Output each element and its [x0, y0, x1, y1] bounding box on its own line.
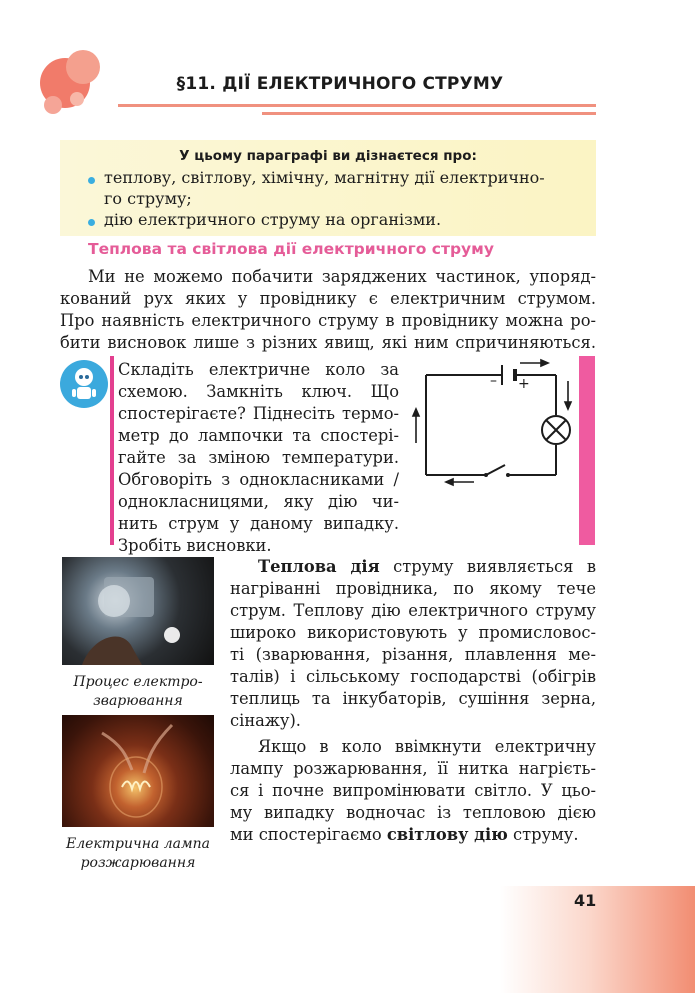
- thermal-term: Теплова дія: [258, 557, 380, 576]
- welding-caption: Процес електро-: [73, 674, 203, 690]
- title-rule: [118, 104, 596, 107]
- paragraph-line: Ми не можемо побачити заряджених частинок, упоряд-: [88, 267, 596, 286]
- side-accent-bar: [579, 356, 595, 545]
- paragraph-line: бити висновок лише з різних явищ, які ним спричиняються.: [60, 333, 596, 352]
- lamp-photo: [62, 715, 214, 827]
- bullet-icon: [88, 219, 95, 226]
- task-line: нить струм у даному випадку.: [118, 514, 399, 533]
- section-heading: Теплова та світлова дії електричного струму: [88, 240, 494, 258]
- title-rule: [262, 112, 596, 115]
- task-line: Обговоріть з однокласниками /: [118, 470, 399, 489]
- paragraph-line: широко використовують у промисловос-: [230, 623, 596, 642]
- header-decoration-circle: [44, 96, 62, 114]
- intro-item: го струму;: [104, 189, 192, 208]
- lamp-caption: розжарювання: [80, 855, 196, 871]
- paragraph-line: сінажу).: [230, 711, 301, 730]
- paragraph-line: Про наявність електричного струму в провіднику можна ро-: [60, 311, 596, 330]
- thermal-first-line: Теплова дія струму виявляється в: [258, 557, 597, 576]
- lamp-caption: Електрична лампа: [66, 836, 210, 852]
- intro-item: дію електричного струму на організми.: [104, 210, 442, 229]
- welding-caption: зварювання: [93, 693, 183, 709]
- task-line: однокласницями, яку дію чи-: [118, 492, 399, 511]
- battery-minus-label: –: [490, 373, 497, 389]
- robot-icon: [60, 360, 108, 408]
- paragraph-line: талів) і сільському господарстві (обігрів: [230, 667, 596, 686]
- task-line: Зробіть висновки.: [118, 536, 272, 555]
- circuit-diagram: [404, 355, 576, 490]
- task-line: схемою. Замкніть ключ. Що: [118, 382, 399, 401]
- bullet-icon: [88, 177, 95, 184]
- task-line: гайте за зміною температури.: [118, 448, 399, 467]
- page-corner-gradient: [500, 886, 695, 993]
- paragraph-line: струм. Теплову дію електричного струму: [230, 601, 596, 620]
- paragraph-line: Якщо в коло ввімкнути електричну: [258, 737, 596, 756]
- paragraph-line: теплиць та інкубаторів, сушіння зерна,: [230, 689, 596, 708]
- task-line: спостерігаєте? Піднесіть термо-: [118, 404, 399, 423]
- intro-item: теплову, світлову, хімічну, магнітну дії електрично-: [104, 168, 545, 187]
- paragraph-line: кований рух яких у провіднику є електричним струмом.: [60, 289, 596, 308]
- task-accent-bar: [110, 356, 114, 545]
- intro-heading: У цьому параграфі ви дізнаєтеся про:: [179, 148, 477, 164]
- task-line: метр до лампочки та спостері-: [118, 426, 399, 445]
- task-line: Складіть електричне коло за: [118, 360, 399, 379]
- page-title: §11. ДІЇ ЕЛЕКТРИЧНОГО СТРУМУ: [176, 74, 504, 94]
- lamp-symbol: [542, 416, 570, 444]
- paragraph-line: му випадку водночас із тепловою дією: [230, 803, 596, 822]
- light-term: світлову дію: [386, 825, 508, 844]
- light-last-line: ми спостерігаємо світлову дію струму.: [230, 825, 579, 844]
- header-decoration-circle: [66, 50, 100, 84]
- paragraph-line: ті (зварювання, різання, плавлення ме-: [230, 645, 596, 664]
- paragraph-line: лампу розжарювання, її нитка нагрієть-: [230, 759, 596, 778]
- welding-photo: [62, 557, 214, 665]
- battery-plus-label: +: [518, 376, 530, 392]
- paragraph-line: нагріванні провідника, по якому тече: [230, 579, 596, 598]
- paragraph-line: ся і почне випромінювати світло. У цьо-: [230, 781, 596, 800]
- header-decoration-circle: [70, 92, 84, 106]
- page-number: 41: [574, 891, 597, 910]
